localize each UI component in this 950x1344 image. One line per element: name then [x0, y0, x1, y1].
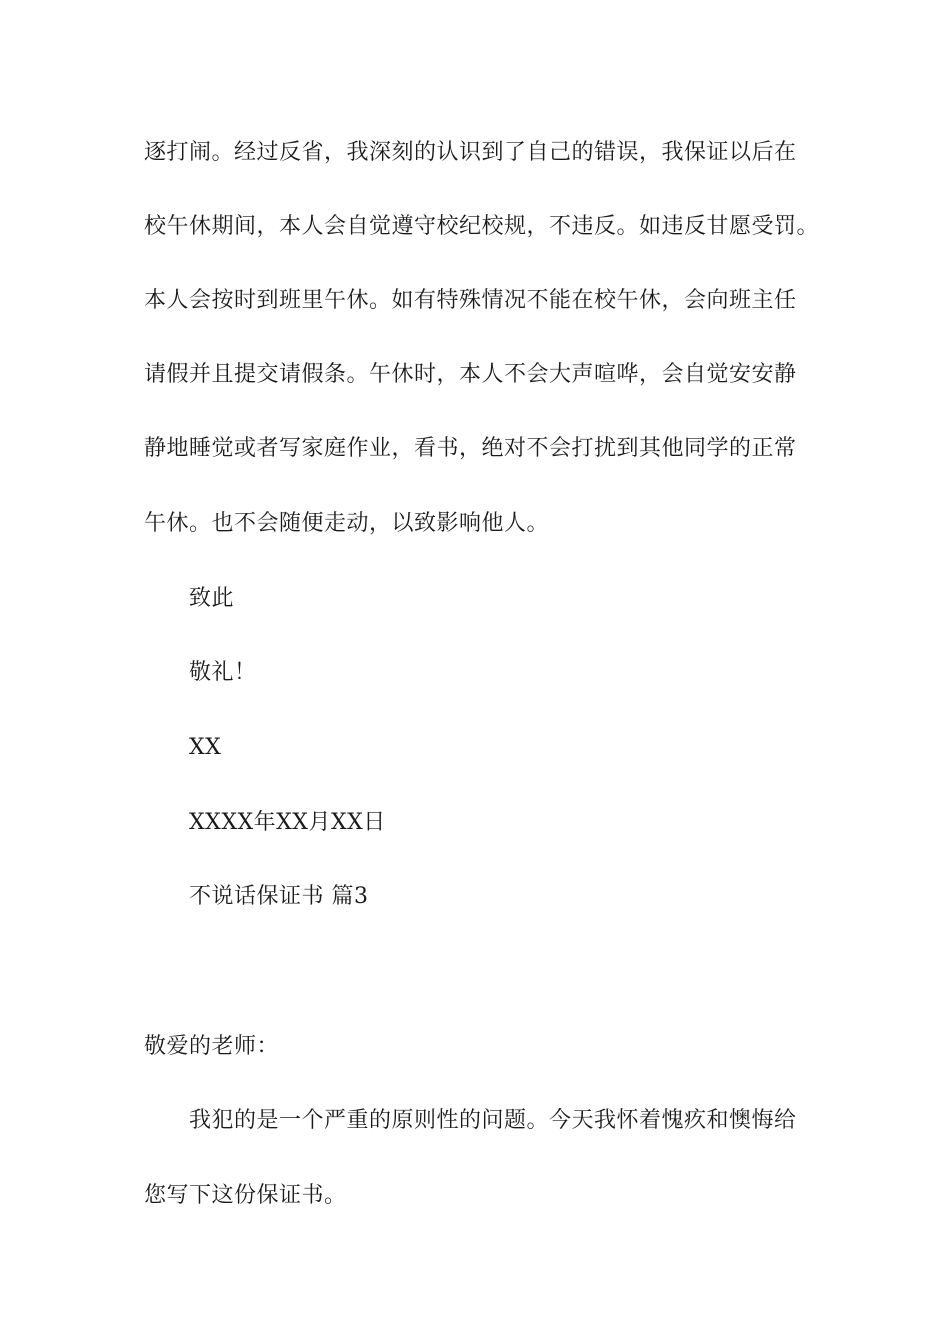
- signature-text: XX: [189, 735, 222, 760]
- body-text-line: 本人会按时到班里午休。如有特殊情况不能在校午休，会向班主任: [144, 288, 797, 313]
- body-text-line: 您写下这份保证书。: [144, 1183, 347, 1208]
- salute-text: 敬礼！: [189, 660, 257, 685]
- greeting-text: 敬爱的老师：: [144, 1034, 280, 1059]
- section-title: 不说话保证书 篇3: [189, 884, 369, 909]
- body-text-line: 午休。也不会随便走动，以致影响他人。: [144, 511, 550, 536]
- body-text-line: 我犯的是一个严重的原则性的问题。今天我怀着愧疚和懊悔给: [189, 1108, 797, 1133]
- body-text-line: 逐打闹。经过反省，我深刻的认识到了自己的错误，我保证以后在: [144, 140, 797, 165]
- closing-text: 致此: [189, 586, 235, 611]
- body-text-line: 静地睡觉或者写家庭作业，看书，绝对不会打扰到其他同学的正常: [144, 436, 797, 461]
- body-text-line: 校午休期间，本人会自觉遵守校纪校规，不违反。如违反甘愿受罚。: [144, 214, 820, 239]
- body-text-line: 请假并且提交请假条。午休时，本人不会大声喧哗，会自觉安安静: [144, 362, 797, 387]
- date-text: XXXX年XX月XX日: [189, 810, 386, 835]
